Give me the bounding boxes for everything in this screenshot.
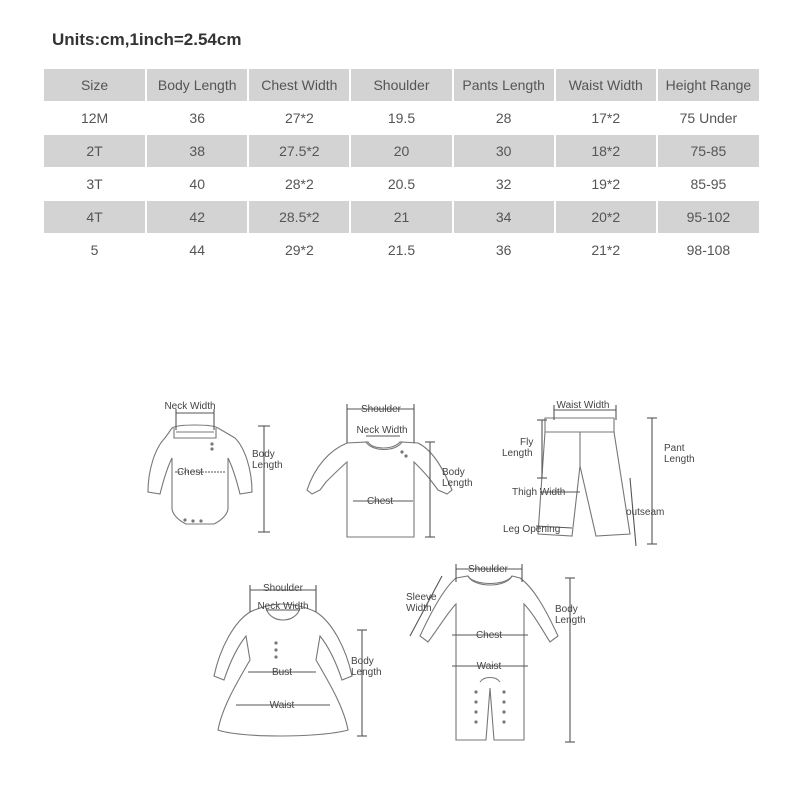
table-cell: 36 [146,102,248,135]
table-cell: 29*2 [248,234,350,267]
table-cell: 18*2 [555,135,657,168]
size-chart-table [44,69,759,266]
label-body-length-2: Length [442,478,473,489]
column-header: Shoulder [350,69,452,102]
column-header: Body Length [146,69,248,102]
units-note: Units:cm,1inch=2.54cm [52,30,242,49]
table-cell: 40 [146,168,248,201]
table-cell: 95-102 [657,201,759,234]
label-shoulder: Shoulder [262,583,304,594]
label-outseam: outseam [626,507,665,518]
label-thigh-width: Thigh Width [512,487,566,498]
table-cell: 75-85 [657,135,759,168]
label-body-length-2: Length [351,667,382,678]
label-shoulder: Shoulder [360,404,402,415]
table-cell: 30 [453,135,555,168]
table-cell: 17*2 [555,102,657,135]
label-neck-width: Neck Width [164,401,216,412]
label-waist-width: Waist Width [556,400,610,411]
table-cell: 20.5 [350,168,452,201]
label-neck-width: Neck Width [356,425,408,436]
table-cell: 38 [146,135,248,168]
label-body-length-1: Body [555,604,578,615]
label-fly-length-2: Length [502,448,533,459]
label-sleeve-width-1: Sleeve [406,592,437,603]
table-row [44,234,759,267]
label-neck-width: Neck Width [257,601,309,612]
table-cell: 85-95 [657,168,759,201]
label-waist: Waist [476,661,502,672]
table-row [44,201,759,234]
table-cell: 32 [453,168,555,201]
table-cell: 27*2 [248,102,350,135]
shirt-diagram [307,404,473,537]
table-cell: 44 [146,234,248,267]
label-chest: Chest [176,467,204,478]
column-header: Pants Length [453,69,555,102]
table-cell: 98-108 [657,234,759,267]
label-chest: Chest [475,630,503,641]
table-cell: 4T [44,201,146,234]
label-pant-length-2: Length [664,454,695,465]
table-cell: 28 [453,102,555,135]
label-shoulder: Shoulder [467,564,509,575]
column-header: Height Range [665,77,752,93]
label-body-length-1: Body [351,656,374,667]
table-cell: 75 Under [657,102,759,135]
label-leg-opening: Leg Opening [503,524,561,535]
table-cell: 20*2 [555,201,657,234]
table-cell: 2T [44,135,146,168]
table-row [44,168,759,201]
table-cell: 21.5 [350,234,452,267]
label-body-length-2: Length [252,460,283,471]
pants-diagram [502,400,695,546]
table-cell: 42 [146,201,248,234]
romper-diagram [406,564,586,742]
table-header-row [44,69,759,102]
label-body-length-1: Body [252,449,275,460]
table-cell: 21 [350,201,452,234]
label-body-length-2: Length [555,615,586,626]
label-pant-length-1: Pant [664,443,685,454]
table-cell: 28.5*2 [248,201,350,234]
table-cell: 27.5*2 [248,135,350,168]
table-row [44,102,759,135]
label-sleeve-width-2: Width [406,603,432,614]
table-cell: 12M [44,102,146,135]
dress-diagram [214,583,382,736]
label-body-length-1: Body [442,467,465,478]
label-fly-length-1: Fly [520,437,534,448]
table-cell: 3T [44,168,146,201]
label-chest: Chest [366,496,394,507]
table-cell: 5 [44,234,146,267]
column-header: Waist Width [555,69,657,102]
measurement-diagrams [0,380,800,760]
table-cell: 21*2 [555,234,657,267]
column-header: Chest Width [248,69,350,102]
table-cell: 20 [350,135,452,168]
table-cell: 28*2 [248,168,350,201]
table-row [44,135,759,168]
table-cell: 19.5 [350,102,452,135]
table-cell: 34 [453,201,555,234]
column-header: Size [44,69,146,102]
label-waist: Waist [269,700,295,711]
table-cell: 36 [453,234,555,267]
bodysuit-diagram [148,401,283,532]
label-bust: Bust [271,667,293,678]
table-cell: 19*2 [555,168,657,201]
